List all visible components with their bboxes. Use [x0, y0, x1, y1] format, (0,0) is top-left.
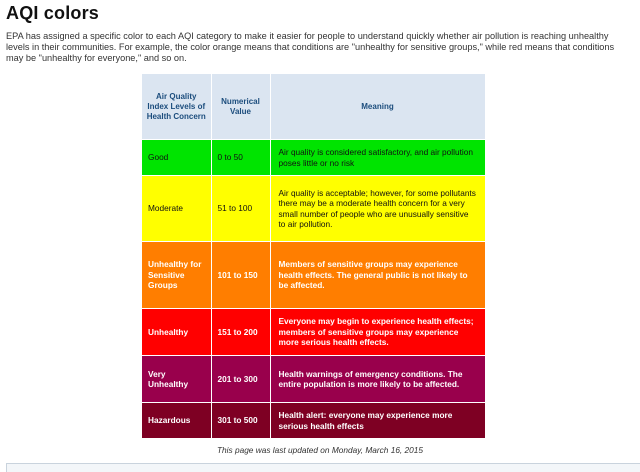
last-updated-note: This page was last updated on Monday, March 16, 2015 [216, 445, 423, 455]
value-cell: 201 to 300 [211, 356, 270, 403]
value-cell: 101 to 150 [211, 242, 270, 309]
header-level: Air Quality Index Levels of Health Concern [142, 74, 211, 140]
level-cell: Hazardous [142, 403, 211, 439]
level-cell: Very Unhealthy [142, 356, 211, 403]
page-title: AQI colors [6, 3, 100, 23]
level-cell: Unhealthy [142, 309, 211, 356]
table-row-good [142, 140, 485, 176]
table-row-unhealthy-sensitive [142, 242, 485, 309]
table-row-unhealthy [142, 309, 485, 356]
meaning-cell: Everyone may begin to experience health effects; members of sensitive groups may experience more serious health effects. [270, 309, 485, 356]
table-row-moderate [142, 176, 485, 242]
level-cell: Moderate [142, 176, 211, 242]
header-value: Numerical Value [211, 74, 270, 140]
value-cell: 301 to 500 [211, 403, 270, 439]
table-row-hazardous [142, 403, 485, 439]
value-cell: 151 to 200 [211, 309, 270, 356]
intro-paragraph: EPA has assigned a specific color to each AQI category to make it easier for people to understand quickly whether air pollution is reaching unhealthy levels in their communities. For example, the color orange means that conditions are "unhealthy for sensitive groups," while red means that conditions may be "unhealthy for everyone," and so on. [6, 31, 615, 63]
value-cell: 51 to 100 [211, 176, 270, 242]
meaning-cell: Members of sensitive groups may experience health effects. The general public is not likely to be affected. [270, 242, 485, 309]
header-meaning: Meaning [270, 74, 485, 140]
table-row-very-unhealthy [142, 356, 485, 403]
meaning-cell: Health warnings of emergency conditions. The entire population is more likely to be affected. [270, 356, 485, 403]
table-header-row [142, 74, 485, 140]
level-cell: Unhealthy for Sensitive Groups [142, 242, 211, 309]
meaning-cell: Air quality is acceptable; however, for some pollutants there may be a moderate health concern for a very small number of people who are unusually sensitive to air pollution. [270, 176, 485, 242]
meaning-cell: Air quality is considered satisfactory, and air pollution poses little or no risk [270, 140, 485, 176]
level-cell: Good [142, 140, 211, 176]
meaning-cell: Health alert: everyone may experience more serious health effects [270, 403, 485, 439]
value-cell: 0 to 50 [211, 140, 270, 176]
aqi-table [142, 74, 486, 438]
page-footer-bar [6, 463, 640, 472]
